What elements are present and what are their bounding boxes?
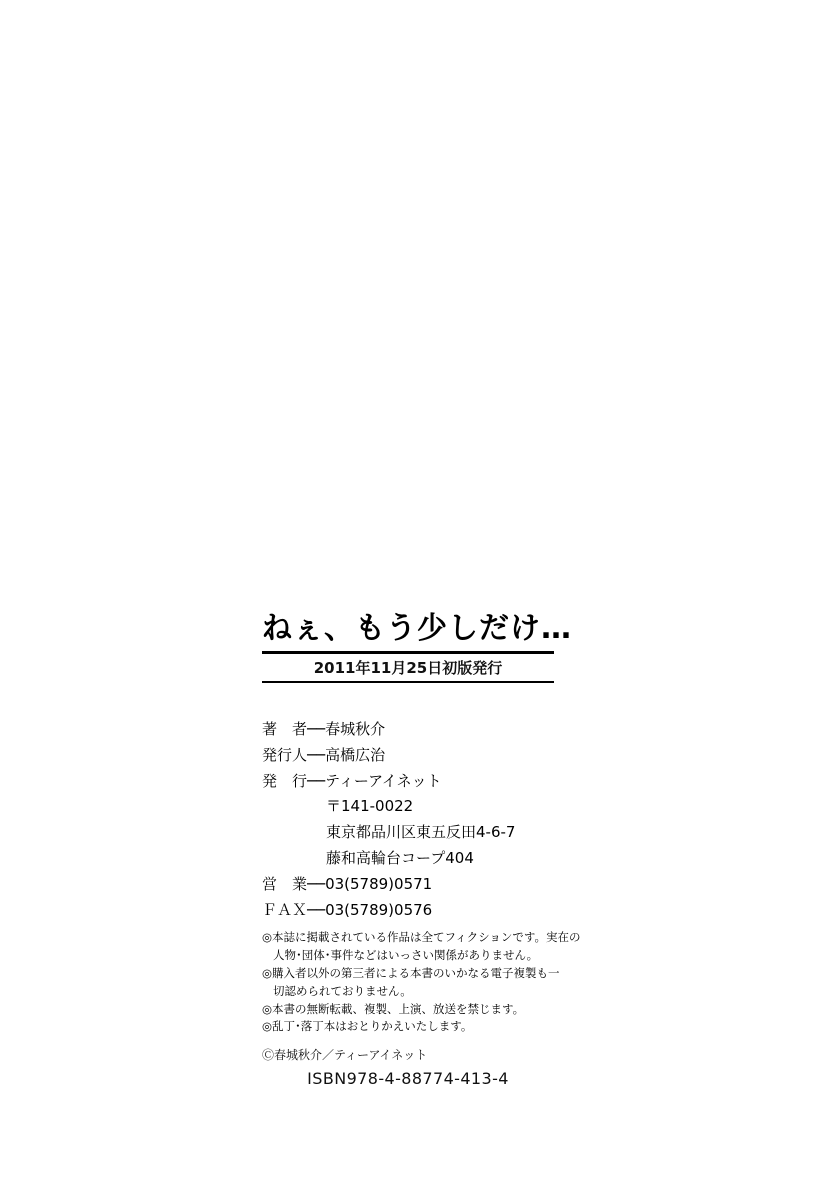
- contact-label-sales: 営 業──: [262, 874, 326, 893]
- legal-note-2-line-2: 切認められておりません。: [273, 983, 412, 998]
- credit-row-author: [262, 717, 582, 743]
- legal-notes: [262, 929, 582, 1036]
- credit-row-publisher: [262, 769, 582, 795]
- credits-list: [262, 717, 582, 923]
- credit-value-author: 春城秋介: [325, 720, 386, 738]
- contact-value-sales: 03(5789)0571: [325, 874, 433, 893]
- title-rule-thick: [262, 651, 554, 654]
- contact-row-fax: [262, 898, 582, 924]
- publication-date: 2011年11月25日初版発行: [313, 659, 503, 677]
- address-line-building: 藤和高輪台コープ404: [326, 848, 474, 867]
- contact-label-fax: ＦＡＸ──: [262, 900, 326, 919]
- credit-label-publisher-person: 発行人──: [262, 745, 326, 764]
- legal-note-2-line-1: ◎購入者以外の第三者による本書のいかなる電子複製も一: [262, 966, 560, 980]
- legal-note-1-line-1: ◎本誌に掲載されている作品は全てフィクションです。実在の: [262, 930, 581, 945]
- credit-label-author: 著 者──: [262, 720, 326, 738]
- address-line-postal: 〒141-0022: [326, 797, 414, 816]
- credit-value-publisher: ティーアイネット: [325, 771, 442, 790]
- credit-label-publisher: 発 行──: [262, 771, 326, 790]
- address-line-street: 東京都品川区東五反田4-6-7: [326, 823, 516, 842]
- book-title: ねぇ、もう少しだけ…: [262, 611, 572, 646]
- contact-row-sales: [262, 872, 582, 898]
- legal-note-4: ◎乱丁･落丁本はおとりかえいたします。: [262, 1019, 473, 1034]
- contact-value-fax: 03(5789)0576: [325, 900, 433, 919]
- isbn-line: ISBN978-4-88774-413-4: [307, 1069, 509, 1089]
- title-rule-thin: [262, 681, 554, 683]
- credit-row-publisher-person: [262, 743, 582, 769]
- credit-value-publisher-person: 高橋広治: [325, 745, 386, 764]
- copyright-line: Ⓒ春城秋介／ティーアイネット: [262, 1048, 428, 1063]
- colophon-block: [262, 612, 582, 1088]
- legal-note-3: ◎本書の無断転載、複製、上演、放送を禁じます。: [262, 1001, 525, 1016]
- legal-note-1-line-2: 人物･団体･事件などはいっさい関係がありません。: [273, 948, 539, 963]
